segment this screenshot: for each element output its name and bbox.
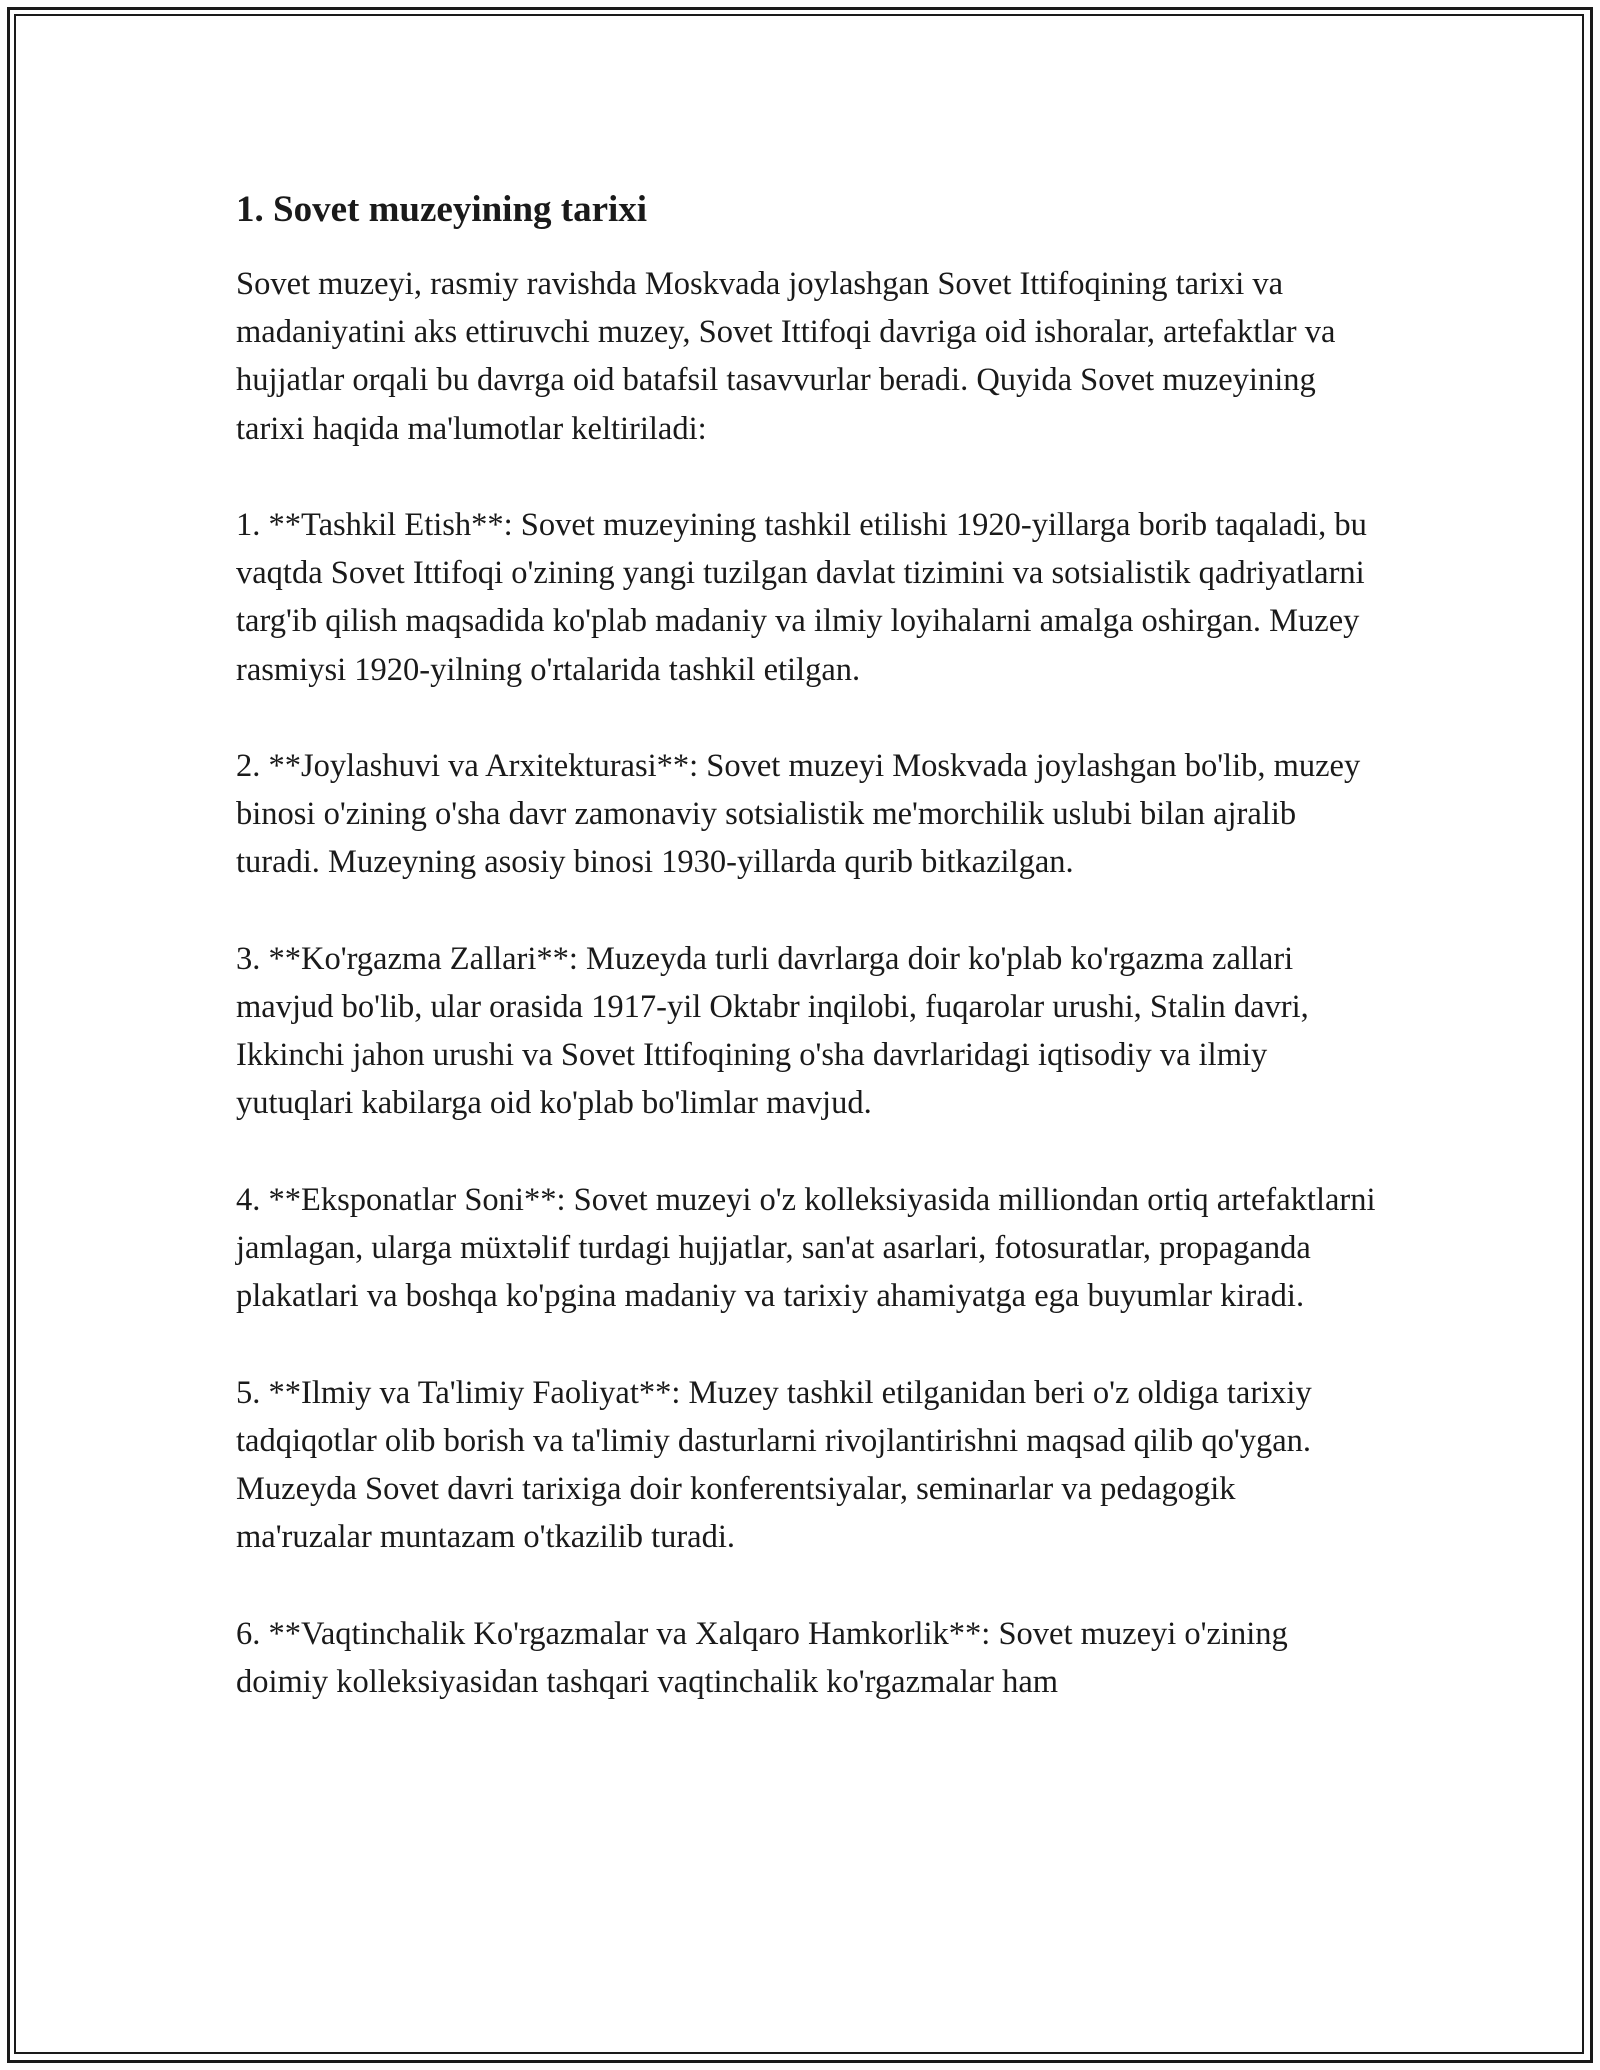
- paragraph-korgazma-zallari: 3. **Ko'rgazma Zallari**: Muzeyda turli davrlarga doir ko'plab ko'rgazma zallari mavjud bo'lib, ular orasida 1917-yil Oktabr inqilobi, fuqarolar urushi, Stalin davri, Ikkinchi jahon urushi va Sovet Ittifoqining o'sha davrlaridagi iqtisodiy va ilmiy yutuqlari kabilarga oid ko'plab bo'limlar mavjud.: [236, 940, 1309, 1122]
- paragraph-eksponatlar-soni: 4. **Eksponatlar Soni**: Sovet muzeyi o'z kolleksiyasida milliondan ortiq artefaktlarni jamlagan, ularga müxtəlif turdagi hujjatlar, san'at asarlari, fotosuratlar, propaganda plakatlari va boshqa ko'pgina madaniy va tarixiy ahamiyatga ega buyumlar kiradi.: [236, 1181, 1376, 1315]
- document-heading: 1. Sovet muzeyining tarixi: [236, 189, 648, 230]
- paragraph-ilmiy-faoliyat: 5. **Ilmiy va Ta'limiy Faoliyat**: Muzey tashkil etilganidan beri o'z oldiga tarixiy tadqiqotlar olib borish va ta'limiy dasturlarni rivojlantirishni maqsad qilib qo'ygan. Muzeyda Sovet davri tarixiga doir konferentsiyalar, seminarlar va pedagogik ma'ruzalar muntazam o'tkazilib turadi.: [236, 1374, 1312, 1556]
- intro-paragraph: Sovet muzeyi, rasmiy ravishda Moskvada joylashgan Sovet Ittifoqining tarixi va madaniyatini aks ettiruvchi muzey, Sovet Ittifoqi davriga oid ishoralar, artefaktlar va hujjatlar orqali bu davrga oid batafsil tasavvurlar beradi. Quyida Sovet muzeyining tarixi haqida ma'lumotlar keltiriladi:: [236, 266, 1336, 447]
- paragraph-joylashuvi: 2. **Joylashuvi va Arxitekturasi**: Sovet muzeyi Moskvada joylashgan bo'lib, muzey binosi o'zining o'sha davr zamonaviy sotsialistik me'morchilik uslubi bilan ajralib turadi. Muzeyning asosiy binosi 1930-yillarda qurib bitkazilgan.: [236, 748, 1361, 881]
- paragraph-vaqtinchalik-korgazmalar: 6. **Vaqtinchalik Ko'rgazmalar va Xalqaro Hamkorlik**: Sovet muzeyi o'zining doimiy kolleksiyasidan tashqari vaqtinchalik ko'rgazmalar ham: [236, 1615, 1288, 1700]
- document-body: [236, 186, 1376, 1754]
- paragraph-tashkil-etish: 1. **Tashkil Etish**: Sovet muzeyining tashkil etilishi 1920-yillarga borib taqaladi, bu vaqtda Sovet Ittifoqi o'zining yangi tuzilgan davlat tizimini va sotsialistik qadriyatlarni targ'ib qilish maqsadida ko'plab madaniy va ilmiy loyihalarni amalga oshirgan. Muzey rasmiysi 1920-yilning o'rtalarida tashkil etilgan.: [236, 507, 1367, 688]
